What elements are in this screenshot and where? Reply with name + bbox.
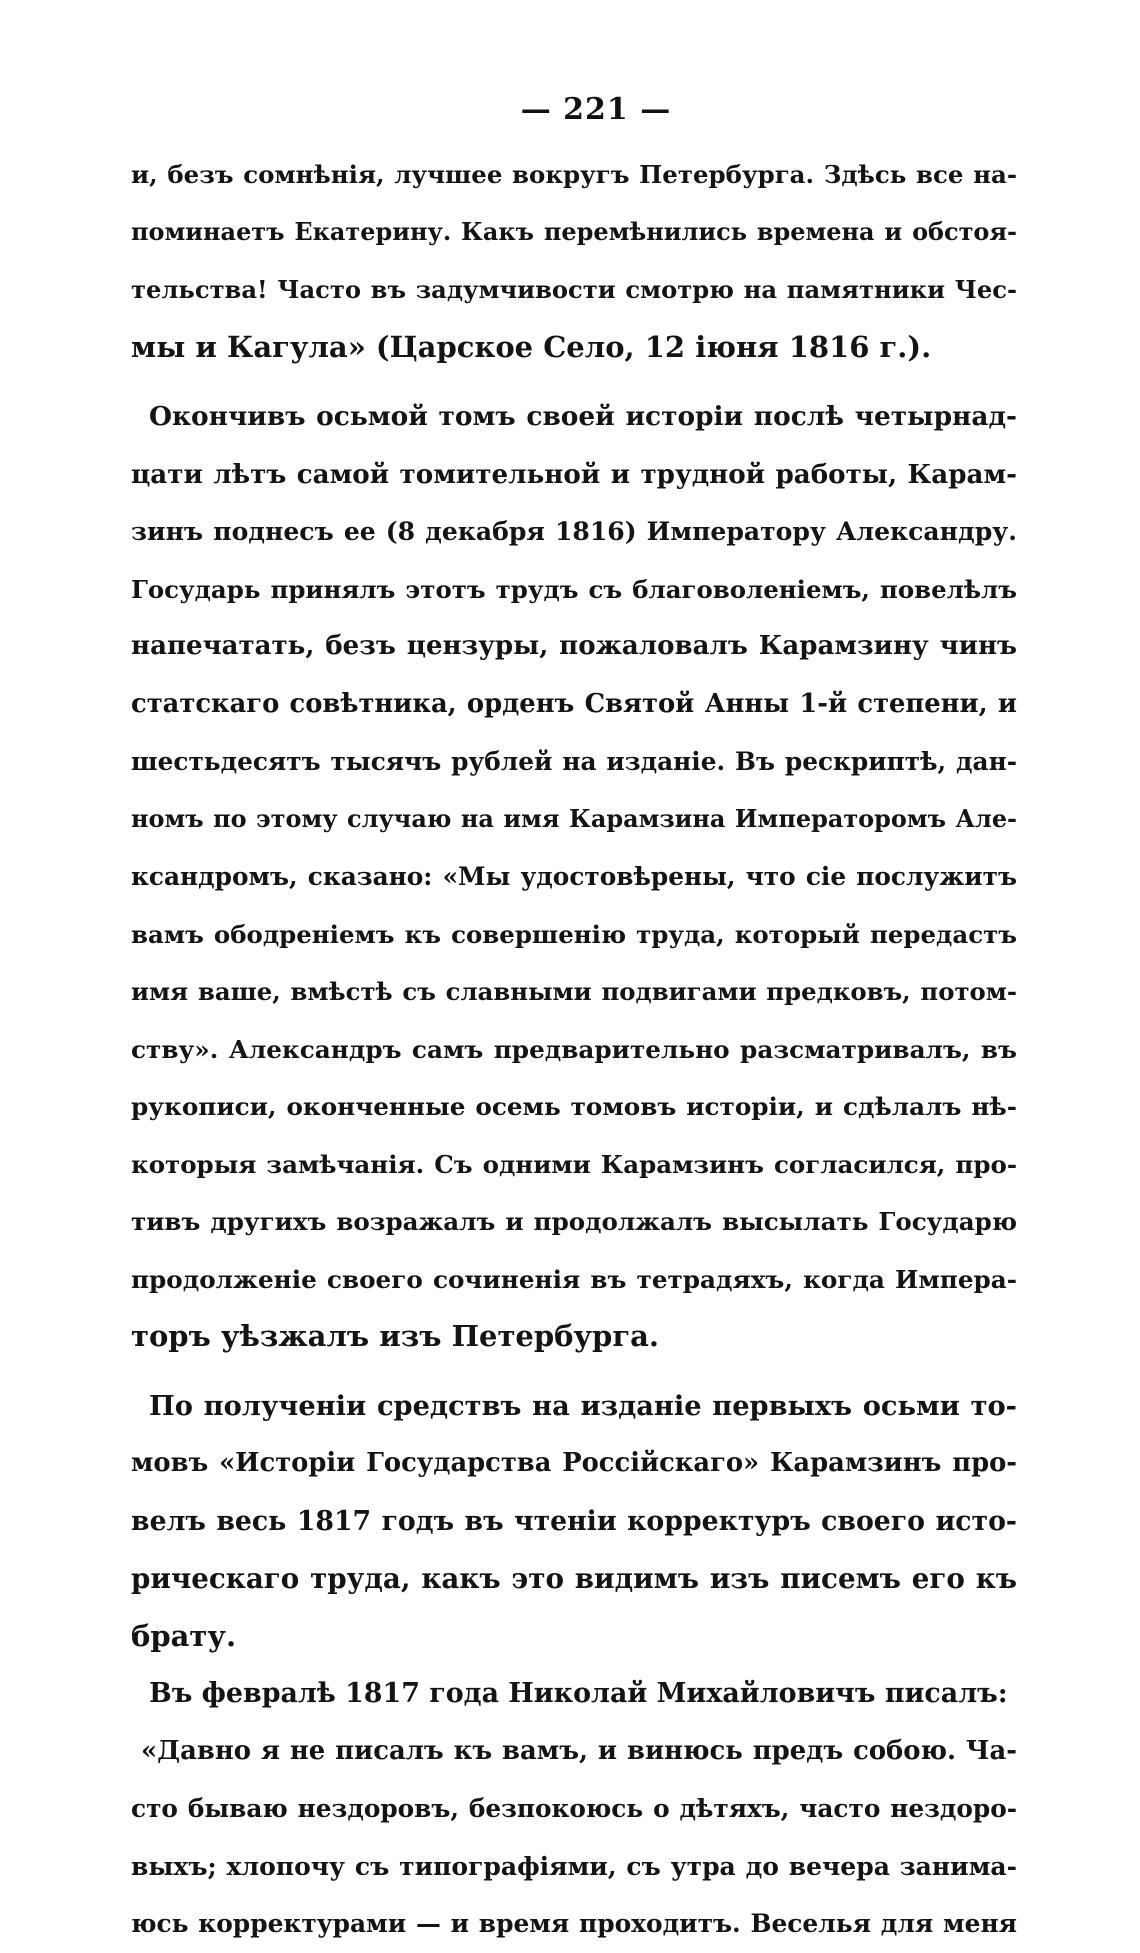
paragraph [131,388,1017,1366]
text-line: торъ уѣзжалъ изъ Петербурга. [131,1319,659,1353]
text-line: вамъ ободреніемъ къ совершенію труда, который передастъ [131,919,1017,949]
paragraph [131,1378,1017,1666]
text-line: «Давно я не писалъ къ вамъ, и винюсь предъ собою. Ча- [141,1735,1017,1766]
text-line: продолженіе своего сочиненія въ тетрадяхъ, когда Импера- [131,1264,1017,1294]
text-line: которыя замѣчанія. Съ одними Карамзинъ согласился, про- [131,1149,1017,1179]
text-line: рукописи, оконченные осемь томовъ исторіи, и сдѣлалъ нѣ- [131,1092,1017,1121]
text-line: номъ по этому случаю на имя Карамзина Императоромъ Але- [131,804,1017,833]
text-line: шестьдесятъ тысячъ рублей на изданіе. Въ рескриптѣ, дан- [131,747,1017,776]
text-line: мовъ «Исторіи Государства Россійскаго» Карамзинъ про- [131,1448,1017,1478]
page-number: — 221 — [520,92,672,127]
body-text [131,146,1017,1953]
text-line: По полученіи средствъ на изданіе первыхъ осьми то- [149,1389,1017,1422]
text-line: тивъ другихъ возражалъ и продолжалъ высылать Государю [131,1207,1017,1236]
text-line: выхъ; хлопочу съ типографіями, съ утра до вечера занима- [131,1851,1017,1881]
text-line: поминаетъ Екатерину. Какъ перемѣнились времена и обстоя- [131,217,1017,246]
text-line: и, безъ сомнѣнія, лучшее вокругъ Петербурга. Здѣсь все на- [131,160,1017,189]
text-line: ксандромъ, сказано: «Мы удостовѣрены, что сіе послужитъ [131,862,1017,891]
text-line: тельства! Часто въ задумчивости смотрю на памятники Чес- [131,275,1017,304]
text-line: юсь корректурами — и время проходитъ. Веселья для меня [131,1909,1017,1938]
text-line: Государь принялъ этотъ трудъ съ благоволеніемъ, повелѣлъ [131,574,1017,604]
text-line: имя ваше, вмѣстѣ съ славными подвигами предковъ, потом- [131,977,1017,1006]
text-line: рическаго труда, какъ это видимъ изъ писемъ его къ [131,1562,1017,1595]
text-line: статскаго совѣтника, орденъ Святой Анны 1-й степени, и [131,688,1017,719]
text-line: Въ февралѣ 1817 года Николай Михайловичъ писалъ: [149,1678,1008,1709]
quoted-letter [131,1723,1017,1953]
text-line: напечатать, безъ цензуры, пожаловалъ Карамзину чинъ [131,631,1017,661]
text-line: зинъ поднесъ ее (8 декабря 1816) Императору Александру. [131,516,1017,546]
text-line: мы и Кагула» (Царское Село, 12 іюня 1816 г.). [131,329,932,364]
text-line: Окончивъ осьмой томъ своей исторіи послѣ четырнад- [149,401,1017,432]
text-line: велъ весь 1817 годъ въ чтеніи корректуръ своего исто- [131,1505,1017,1537]
text-line: сто бываю нездоровъ, безпокоюсь о дѣтяхъ, часто нездоро- [131,1794,1017,1823]
paragraph [131,146,1017,376]
text-line: цати лѣтъ самой томительной и трудной работы, Карам- [131,458,1017,490]
text-line: ству». Александръ самъ предварительно разсматривалъ, въ [131,1034,1017,1064]
text-line: брату. [131,1618,237,1653]
